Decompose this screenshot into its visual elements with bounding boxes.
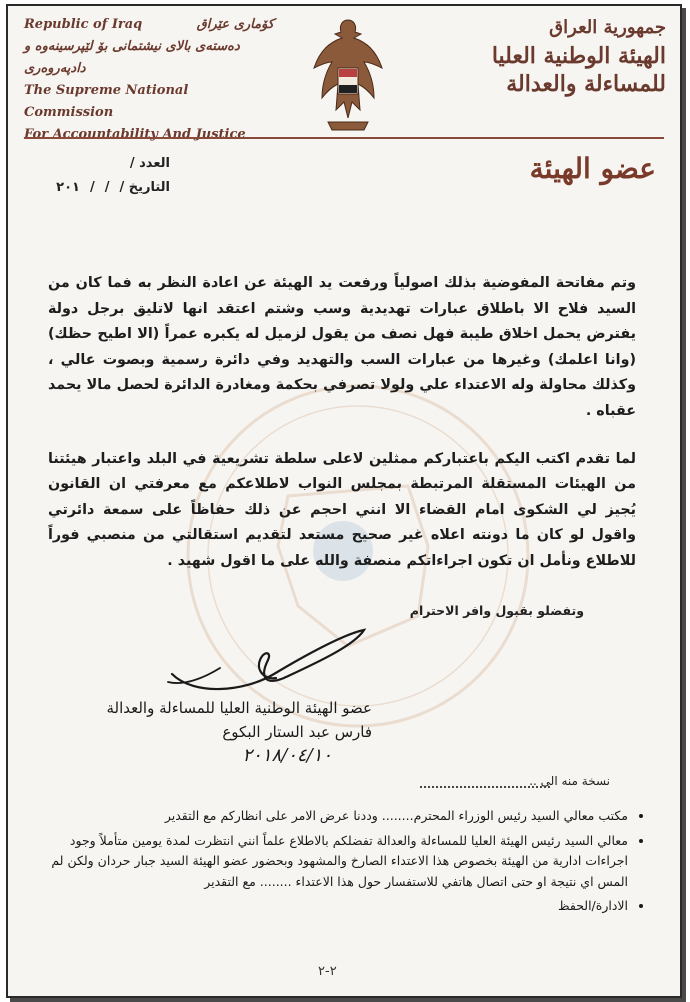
date-slash-2: / [89, 180, 95, 195]
copy-to-label: نسخة منه الى .. [529, 774, 610, 788]
document-page [6, 4, 682, 998]
eagle-emblem-icon [308, 14, 388, 138]
letterhead-divider [24, 137, 664, 139]
handwritten-signature [164, 616, 374, 706]
letter-body [48, 271, 636, 597]
letterhead-ar-commission: الهيئة الوطنية العليا [491, 43, 666, 69]
date-year: ٢٠١ [56, 180, 80, 195]
member-title: عضو الهيئة [529, 152, 656, 185]
letterhead-ar-country: جمهورية العراق [549, 17, 666, 38]
list-item: • معالي السيد رئيس الهيئة العليا للمساءلة والعدالة تفضلكم بالاطلاع علماً انني انتظرت لمدة يومين متأملاً وجود اجراءات ادارية من الهيئة بخصوص هذا الاعتداء الصارخ والمشهود وبحضور عضو الهيئة السيد جبار حردان ولكن لم المس اي نتيجة او حتى اتصال هاتفي للاستفسار حول هذا الاعتداء ........ مع التقدير [48, 831, 628, 893]
closing-line: وتفضلو بقبول وافر الاحترام [409, 603, 584, 618]
signatory-position: عضو الهيئة الوطنية العليا للمساءلة والعدالة [106, 699, 372, 717]
letterhead-en-country: Republic of Iraq [24, 17, 143, 32]
letterhead-en-commission: The Supreme National Commission [24, 83, 189, 120]
list-item: • مكتب معالي السيد رئيس الوزراء المحترم........ وددنا عرض الامر على انظاركم مع التقدير [48, 806, 628, 827]
signatory-date: ٢٠١٨/٠٤/١٠ [242, 745, 332, 766]
letterhead-left [24, 14, 274, 146]
copy-to-dots [420, 774, 550, 788]
letterhead-right [426, 14, 666, 98]
number-label: العدد / [129, 156, 170, 171]
letterhead-ku-commission: دەستەی بالای نیشتمانی بۆ لێپرسینەوە و دادپەروەری [24, 39, 240, 76]
date-label: التاريخ / [119, 180, 170, 195]
letterhead-ar-justice: للمساءلة والعدالة [506, 71, 666, 97]
page-number: ٢-٢ [318, 964, 337, 979]
letterhead-en-justice: For Accountability And Justice [24, 127, 246, 142]
body-paragraph-1: وتم مفاتحة المفوضية بذلك اصولياً ورفعت يد الهيئة عن اعادة النظر به فما كان من السيد فلاح الا باطلاق عبارات تهديدية وسب وشتم اعتقد انها لاتليق برجل دولة يفترض يحمل اخلاق طيبة فهل نصف من يقول لزميل له يكبره عمراً (الا اطيح حظك) (وانا اعلمك) وغيرها من عبارات السب والتهديد وفي دائرة رسمية وبصوت عالي ، وكذلك محاولة وله الاعتداء علي ولولا تصرفي بحكمة ومغادرة الدائرة لحصل مالا يحمد عقباه . [48, 275, 636, 419]
letterhead-ku-country: كۆماری عێراق [196, 17, 274, 32]
body-paragraph-2: لما تقدم اكتب اليكم باعتباركم ممثلين لاعلى سلطة تشريعية في البلد واعتبار هيئتنا من الهيئات المستقلة المرتبطة بمجلس النواب لاطلاعكم مع معرفتي ان القانون يُجيز لي الشكوى امام القضاء الا انني احجم عن ذلك حفاظاً على سمعة دائرتي واقول لو كان ما دونته اعلاه غير صحيح مستعد لتقديم استقالتي من منصبي فوراً للاطلاع ونأمل ان تكون اجراءاتكم منصفة والله على ما اقول شهيد . [48, 450, 636, 569]
reference-block [20, 152, 170, 200]
signatory-name: فارس عبد الستار البكوع [222, 723, 372, 741]
signatory-block [52, 696, 372, 768]
date-slash-1: / [104, 180, 110, 195]
copy-to-list [48, 806, 644, 921]
date-row [20, 176, 170, 200]
list-item: • الادارة/الحفظ [48, 896, 628, 917]
